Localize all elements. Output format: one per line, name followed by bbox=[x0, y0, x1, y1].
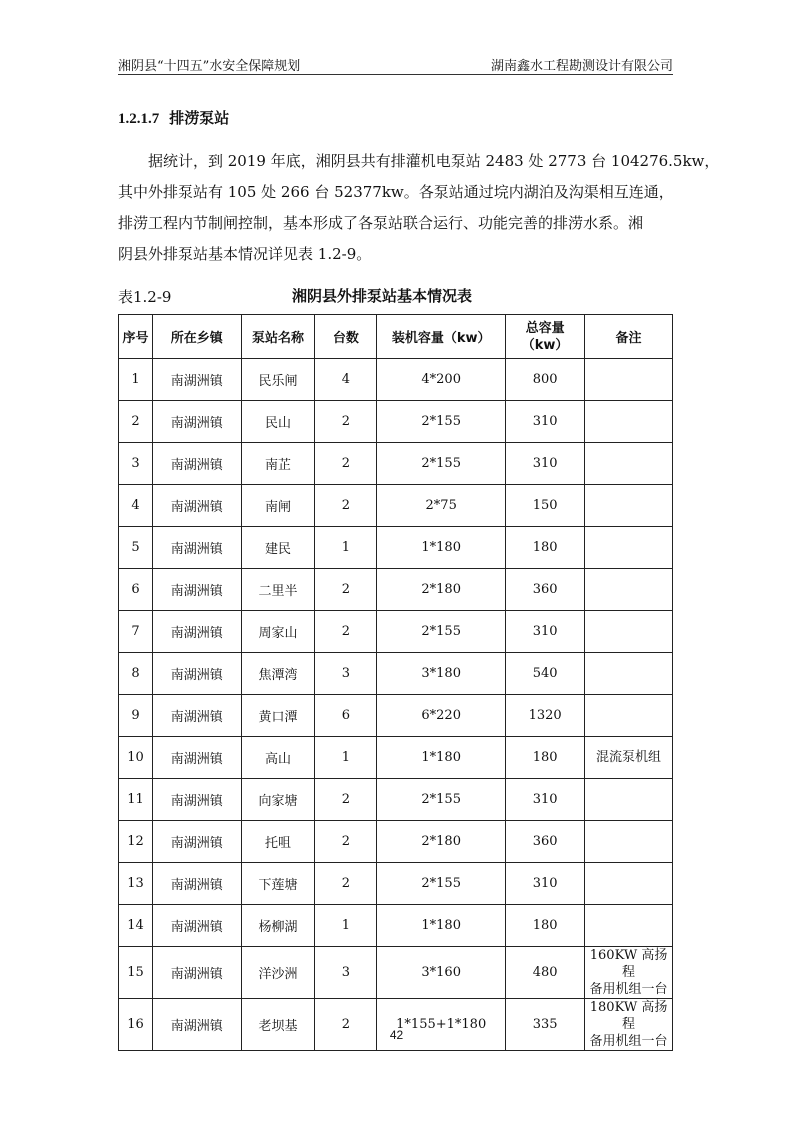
cell-station: 向家塘 bbox=[241, 779, 315, 821]
note-line: 备用机组一台 bbox=[589, 982, 668, 997]
cell-units: 3 bbox=[315, 653, 377, 695]
table-row bbox=[119, 569, 673, 611]
page-number: 42 bbox=[389, 1028, 404, 1042]
cell-units: 2 bbox=[315, 443, 377, 485]
cell-total: 310 bbox=[506, 401, 585, 443]
cell-note bbox=[585, 737, 673, 779]
cell-total: 800 bbox=[506, 359, 585, 401]
cell-index: 5 bbox=[119, 527, 153, 569]
cell-units: 1 bbox=[315, 737, 377, 779]
cell-total: 310 bbox=[506, 443, 585, 485]
cell-index: 13 bbox=[119, 863, 153, 905]
cell-index: 2 bbox=[119, 401, 153, 443]
cell-total: 310 bbox=[506, 863, 585, 905]
cell-units: 2 bbox=[315, 863, 377, 905]
header-cell-total bbox=[506, 315, 585, 359]
cell-total: 180 bbox=[506, 737, 585, 779]
cell-town: 南湖洲镇 bbox=[152, 359, 241, 401]
pump-station-table bbox=[118, 314, 673, 1051]
cell-total: 310 bbox=[506, 611, 585, 653]
paragraph-line: 其中外排泵站有 105 处 266 台 52377kw。各泵站通过垸内湖泊及沟渠相互连通， bbox=[118, 183, 674, 201]
section-number: 1.2.1.7 bbox=[118, 111, 160, 127]
cell-capacity: 2*180 bbox=[377, 821, 506, 863]
cell-capacity: 2*155 bbox=[377, 443, 506, 485]
note-line: 160KW 高扬程 bbox=[589, 948, 668, 980]
note-line: 混流泵机组 bbox=[596, 750, 662, 765]
cell-station: 杨柳湖 bbox=[241, 905, 315, 947]
cell-total: 360 bbox=[506, 569, 585, 611]
cell-town: 南湖洲镇 bbox=[152, 779, 241, 821]
table-row bbox=[119, 863, 673, 905]
cell-index: 7 bbox=[119, 611, 153, 653]
cell-index: 16 bbox=[119, 999, 153, 1051]
note-line: 备用机组一台 bbox=[589, 1034, 668, 1049]
cell-town: 南湖洲镇 bbox=[152, 401, 241, 443]
cell-note bbox=[585, 695, 673, 737]
cell-units: 2 bbox=[315, 401, 377, 443]
cell-units: 4 bbox=[315, 359, 377, 401]
cell-station: 托咀 bbox=[241, 821, 315, 863]
table-row bbox=[119, 527, 673, 569]
cell-note bbox=[585, 947, 673, 999]
cell-index: 14 bbox=[119, 905, 153, 947]
cell-station: 下莲塘 bbox=[241, 863, 315, 905]
cell-units: 2 bbox=[315, 611, 377, 653]
cell-note bbox=[585, 999, 673, 1051]
cell-units: 2 bbox=[315, 999, 377, 1051]
cell-town: 南湖洲镇 bbox=[152, 695, 241, 737]
cell-note bbox=[585, 821, 673, 863]
cell-units: 2 bbox=[315, 569, 377, 611]
paragraph-line: 排涝工程内节制闸控制，基本形成了各泵站联合运行、功能完善的排涝水系。湘 bbox=[118, 214, 644, 232]
cell-note bbox=[585, 485, 673, 527]
cell-total: 310 bbox=[506, 779, 585, 821]
cell-note bbox=[585, 569, 673, 611]
cell-town: 南湖洲镇 bbox=[152, 485, 241, 527]
cell-station: 洋沙洲 bbox=[241, 947, 315, 999]
cell-station: 焦潭湾 bbox=[241, 653, 315, 695]
cell-note bbox=[585, 611, 673, 653]
paragraph-line: 阴县外排泵站基本情况详见表 1.2-9。 bbox=[118, 245, 372, 263]
header-cell-note: 备注 bbox=[585, 315, 673, 359]
table-row bbox=[119, 653, 673, 695]
cell-note bbox=[585, 527, 673, 569]
cell-index: 15 bbox=[119, 947, 153, 999]
cell-town: 南湖洲镇 bbox=[152, 527, 241, 569]
cell-station: 民乐闸 bbox=[241, 359, 315, 401]
cell-total: 360 bbox=[506, 821, 585, 863]
cell-town: 南湖洲镇 bbox=[152, 443, 241, 485]
cell-station: 黄口潭 bbox=[241, 695, 315, 737]
cell-total: 180 bbox=[506, 527, 585, 569]
cell-units: 2 bbox=[315, 821, 377, 863]
cell-station: 南闸 bbox=[241, 485, 315, 527]
cell-units: 1 bbox=[315, 905, 377, 947]
cell-station: 二里半 bbox=[241, 569, 315, 611]
header-cell-units: 台数 bbox=[315, 315, 377, 359]
table-row bbox=[119, 999, 673, 1051]
cell-note bbox=[585, 359, 673, 401]
section-title: 排涝泵站 bbox=[169, 109, 230, 127]
table-row bbox=[119, 611, 673, 653]
cell-total: 480 bbox=[506, 947, 585, 999]
cell-index: 4 bbox=[119, 485, 153, 527]
header-cell-capacity: 装机容量（kw） bbox=[377, 315, 506, 359]
cell-index: 8 bbox=[119, 653, 153, 695]
table-row bbox=[119, 905, 673, 947]
cell-capacity: 1*180 bbox=[377, 527, 506, 569]
table-row bbox=[119, 401, 673, 443]
table-row bbox=[119, 779, 673, 821]
cell-capacity: 2*155 bbox=[377, 401, 506, 443]
table-row bbox=[119, 443, 673, 485]
table-row bbox=[119, 695, 673, 737]
cell-note bbox=[585, 779, 673, 821]
cell-index: 3 bbox=[119, 443, 153, 485]
cell-index: 10 bbox=[119, 737, 153, 779]
cell-town: 南湖洲镇 bbox=[152, 569, 241, 611]
cell-capacity: 2*155 bbox=[377, 611, 506, 653]
header-document-title: 湘阴县“十四五”水安全保障规划 bbox=[118, 59, 301, 74]
cell-index: 1 bbox=[119, 359, 153, 401]
cell-total: 180 bbox=[506, 905, 585, 947]
cell-index: 11 bbox=[119, 779, 153, 821]
cell-units: 6 bbox=[315, 695, 377, 737]
cell-capacity: 6*220 bbox=[377, 695, 506, 737]
cell-units: 3 bbox=[315, 947, 377, 999]
cell-note bbox=[585, 905, 673, 947]
cell-town: 南湖洲镇 bbox=[152, 999, 241, 1051]
cell-town: 南湖洲镇 bbox=[152, 737, 241, 779]
cell-station: 老坝基 bbox=[241, 999, 315, 1051]
cell-total: 1320 bbox=[506, 695, 585, 737]
note-line: 180KW 高扬程 bbox=[589, 1000, 668, 1032]
cell-capacity: 1*180 bbox=[377, 737, 506, 779]
table-row bbox=[119, 485, 673, 527]
cell-town: 南湖洲镇 bbox=[152, 821, 241, 863]
page-header bbox=[118, 52, 673, 75]
paragraph-line: 据统计，到 2019 年底，湘阴县共有排灌机电泵站 2483 处 2773 台 104276.5kw， bbox=[148, 152, 720, 170]
header-cell-station: 泵站名称 bbox=[241, 315, 315, 359]
cell-town: 南湖洲镇 bbox=[152, 947, 241, 999]
header-total-text: 总容量（kw） bbox=[521, 320, 569, 353]
section-heading bbox=[118, 107, 229, 128]
cell-index: 6 bbox=[119, 569, 153, 611]
cell-station: 高山 bbox=[241, 737, 315, 779]
cell-capacity: 3*180 bbox=[377, 653, 506, 695]
cell-station: 民山 bbox=[241, 401, 315, 443]
cell-total: 150 bbox=[506, 485, 585, 527]
cell-station: 周家山 bbox=[241, 611, 315, 653]
cell-units: 2 bbox=[315, 779, 377, 821]
cell-index: 9 bbox=[119, 695, 153, 737]
cell-index: 12 bbox=[119, 821, 153, 863]
header-company-name: 湖南鑫水工程勘测设计有限公司 bbox=[490, 59, 673, 74]
cell-town: 南湖洲镇 bbox=[152, 863, 241, 905]
table-row bbox=[119, 947, 673, 999]
cell-capacity: 2*155 bbox=[377, 779, 506, 821]
cell-station: 南芷 bbox=[241, 443, 315, 485]
cell-capacity: 3*160 bbox=[377, 947, 506, 999]
table-id: 表1.2-9 bbox=[118, 288, 172, 306]
body-paragraph bbox=[118, 146, 720, 270]
table-row bbox=[119, 359, 673, 401]
header-cell-town: 所在乡镇 bbox=[152, 315, 241, 359]
table-row bbox=[119, 821, 673, 863]
table-header-row bbox=[119, 315, 673, 359]
header-cell-index: 序号 bbox=[119, 315, 153, 359]
cell-capacity: 2*155 bbox=[377, 863, 506, 905]
cell-units: 1 bbox=[315, 527, 377, 569]
cell-total: 335 bbox=[506, 999, 585, 1051]
cell-town: 南湖洲镇 bbox=[152, 905, 241, 947]
cell-capacity: 4*200 bbox=[377, 359, 506, 401]
cell-town: 南湖洲镇 bbox=[152, 653, 241, 695]
cell-capacity: 1*155+1*180 bbox=[377, 999, 506, 1051]
cell-capacity: 2*180 bbox=[377, 569, 506, 611]
cell-station: 建民 bbox=[241, 527, 315, 569]
cell-note bbox=[585, 653, 673, 695]
table-title: 湘阴县外排泵站基本情况表 bbox=[292, 287, 473, 305]
cell-town: 南湖洲镇 bbox=[152, 611, 241, 653]
cell-note bbox=[585, 443, 673, 485]
table-row bbox=[119, 737, 673, 779]
cell-units: 2 bbox=[315, 485, 377, 527]
cell-capacity: 1*180 bbox=[377, 905, 506, 947]
cell-total: 540 bbox=[506, 653, 585, 695]
cell-note bbox=[585, 863, 673, 905]
cell-capacity: 2*75 bbox=[377, 485, 506, 527]
cell-note bbox=[585, 401, 673, 443]
